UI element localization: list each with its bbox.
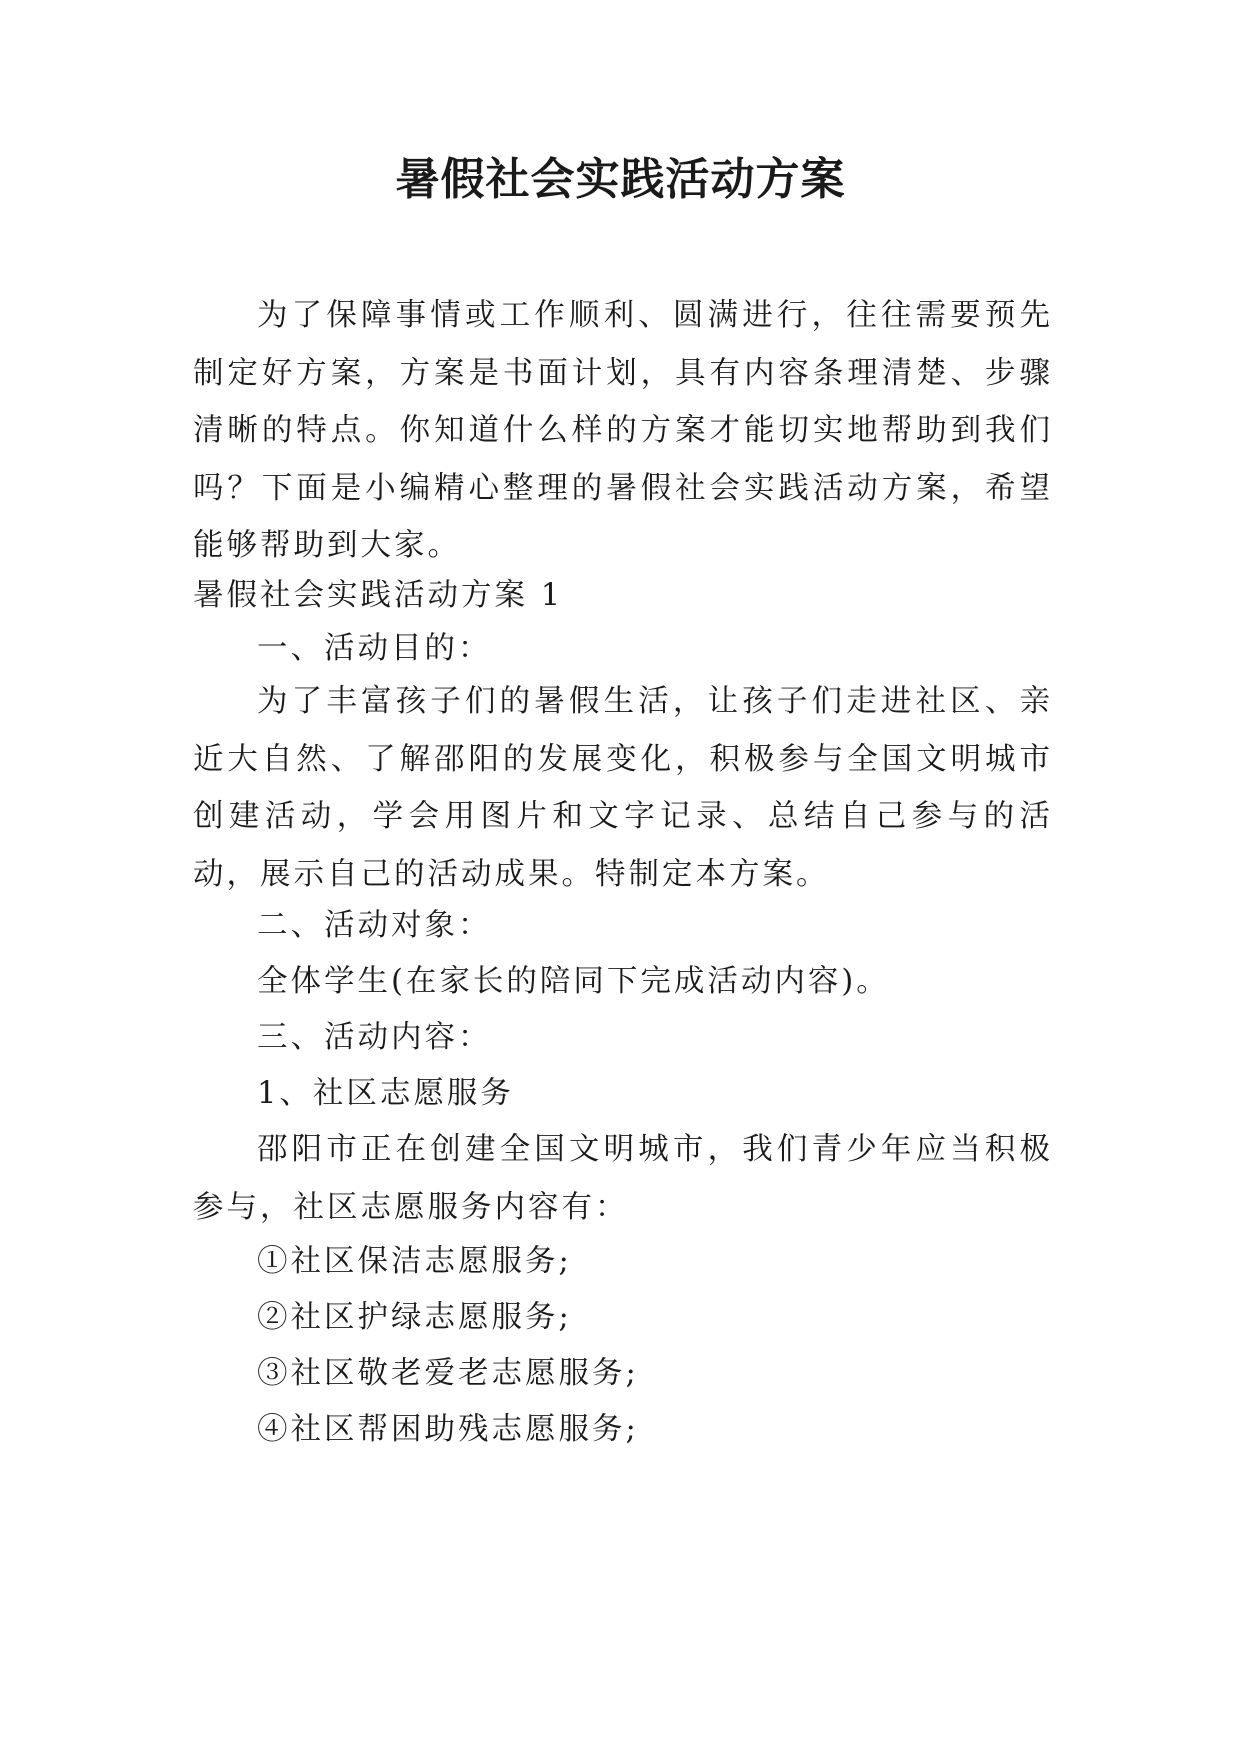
subheading-community-service: 1、社区志愿服务 — [257, 1076, 514, 1111]
heading-purpose: 一、活动目的： — [257, 631, 492, 666]
heading-content: 三、活动内容： — [257, 1020, 492, 1055]
intro-paragraph: 为了保障事情或工作顺利、圆满进行，往往需要预先制定好方案，方案是书面计划，具有内容条理清楚、步骤清晰的特点。你知道什么样的方案才能切实地帮助到我们吗？下面是小编精心整理的暑假社会实践活动方案，希望能够帮助到大家。 — [193, 298, 1053, 563]
audience-paragraph: 全体学生(在家长的陪同下完成活动内容)。 — [257, 964, 890, 999]
section-title: 暑假社会实践活动方案 1 — [193, 578, 564, 613]
list-item: ②社区护绿志愿服务; — [257, 1300, 572, 1335]
list-item: ①社区保洁志愿服务; — [257, 1244, 572, 1279]
heading-audience: 二、活动对象： — [257, 908, 492, 943]
list-item: ④社区帮困助残志愿服务; — [257, 1412, 639, 1447]
community-service-paragraph: 邵阳市正在创建全国文明城市，我们青少年应当积极参与，社区志愿服务内容有： — [193, 1132, 1053, 1225]
document-title: 暑假社会实践活动方案 — [395, 154, 846, 205]
purpose-paragraph: 为了丰富孩子们的暑假生活，让孩子们走进社区、亲近大自然、了解邵阳的发展变化，积极参与全国文明城市创建活动，学会用图片和文字记录、总结自己参与的活动，展示自己的活动成果。特制定本方案。 — [193, 684, 1053, 892]
list-item: ③社区敬老爱老志愿服务; — [257, 1356, 639, 1391]
